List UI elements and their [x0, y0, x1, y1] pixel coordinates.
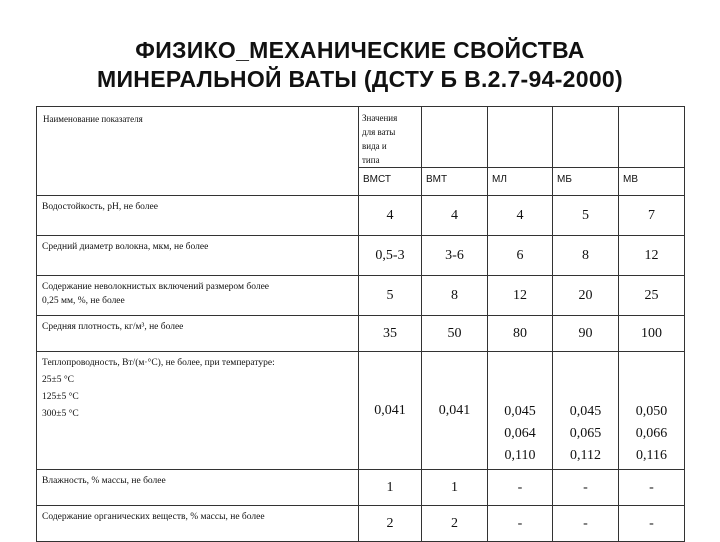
value-cell: 6: [488, 236, 553, 276]
temperature-label: 25±5 °С: [42, 375, 74, 385]
code-ml: МЛ: [488, 168, 553, 196]
row-name: Средний диаметр волокна, мкм, не более: [37, 236, 359, 276]
table-row: [37, 276, 685, 316]
value-cell: 3-6: [422, 236, 488, 276]
value-cell: 20: [553, 276, 619, 316]
row-name: Средняя плотность, кг/м³, не более: [37, 316, 359, 352]
value-cell: 12: [619, 236, 685, 276]
header-values-line: типа: [362, 155, 380, 165]
value-cell: 2: [422, 506, 488, 542]
value-cell: 5: [359, 276, 422, 316]
value-cell: 1: [359, 470, 422, 506]
value-cell: 4: [359, 196, 422, 236]
value-cell: [422, 352, 488, 470]
value-cell: 12: [488, 276, 553, 316]
value-cell: 2: [359, 506, 422, 542]
header-empty-cell: [619, 107, 685, 168]
row-name: [37, 352, 359, 470]
value-cell: -: [619, 506, 685, 542]
value-cell: 90: [553, 316, 619, 352]
thermal-value: 0,045: [569, 404, 602, 419]
row-name: Влажность, % массы, не более: [37, 470, 359, 506]
value-cell: 4: [488, 196, 553, 236]
code-mb: МБ: [553, 168, 619, 196]
properties-table: [36, 106, 685, 542]
header-row: [37, 107, 685, 168]
row-name: Водостойкость, рН, не более: [37, 196, 359, 236]
thermal-value: 0,065: [569, 426, 602, 441]
table-row: [37, 196, 685, 236]
value-cell: 25: [619, 276, 685, 316]
code-vmt: ВМТ: [422, 168, 488, 196]
row-name-line: 0,25 мм, %, не более: [42, 296, 125, 306]
value-cell: [619, 352, 685, 470]
thermal-value: 0,050: [635, 404, 668, 419]
header-empty-cell: [553, 107, 619, 168]
value-cell: -: [553, 470, 619, 506]
value-cell: -: [553, 506, 619, 542]
value-cell: 100: [619, 316, 685, 352]
page-title: [0, 36, 720, 94]
table-row: [37, 470, 685, 506]
thermal-value: 0,110: [504, 448, 536, 463]
value-cell: 1: [422, 470, 488, 506]
table-row: [37, 316, 685, 352]
value-cell: 7: [619, 196, 685, 236]
header-empty-cell: [422, 107, 488, 168]
value-cell: 8: [422, 276, 488, 316]
value-cell: 80: [488, 316, 553, 352]
value-cell: 0,5-3: [359, 236, 422, 276]
row-name: Содержание органических веществ, % массы, не более: [37, 506, 359, 542]
value-cell: 4: [422, 196, 488, 236]
table-row: [37, 236, 685, 276]
value-cell: 5: [553, 196, 619, 236]
thermal-value: 0,116: [636, 448, 667, 463]
thermal-value: 0,064: [504, 426, 536, 441]
value-cell: -: [619, 470, 685, 506]
title-line-1: ФИЗИКО_МЕХАНИЧЕСКИЕ СВОЙСТВА: [135, 37, 585, 63]
temperature-label: 300±5 °С: [42, 409, 79, 419]
value-cell: -: [488, 470, 553, 506]
code-vmst: ВМСТ: [359, 168, 422, 196]
thermal-value: 0,041: [374, 402, 406, 418]
thermal-value: 0,066: [635, 426, 668, 441]
value-cell: [359, 352, 422, 470]
header-values-line: Значения: [362, 113, 398, 123]
value-cell: 35: [359, 316, 422, 352]
header-name-cell: Наименование показателя: [37, 107, 359, 196]
value-cell: 8: [553, 236, 619, 276]
title-line-2: МИНЕРАЛЬНОЙ ВАТЫ (ДСТУ Б В.2.7-94-2000): [97, 66, 623, 92]
value-cell: [488, 352, 553, 470]
table-row: [37, 506, 685, 542]
code-mv: МВ: [619, 168, 685, 196]
row-name-line: Содержание неволокнистых включений размером более: [42, 282, 269, 292]
value-cell: -: [488, 506, 553, 542]
header-values-line: вида и: [362, 141, 387, 151]
thermal-title: Теплопроводность, Вт/(м·°С), не более, при температуре:: [42, 358, 275, 368]
header-empty-cell: [488, 107, 553, 168]
row-name: [37, 276, 359, 316]
thermal-value: 0,041: [438, 402, 471, 418]
value-cell: [553, 352, 619, 470]
header-values-cell: [359, 107, 422, 168]
thermal-row: [37, 352, 685, 470]
temperature-label: 125±5 °С: [42, 392, 79, 402]
thermal-value: 0,045: [504, 404, 536, 419]
thermal-value: 0,112: [570, 448, 601, 463]
header-values-line: для ваты: [362, 127, 396, 137]
value-cell: 50: [422, 316, 488, 352]
